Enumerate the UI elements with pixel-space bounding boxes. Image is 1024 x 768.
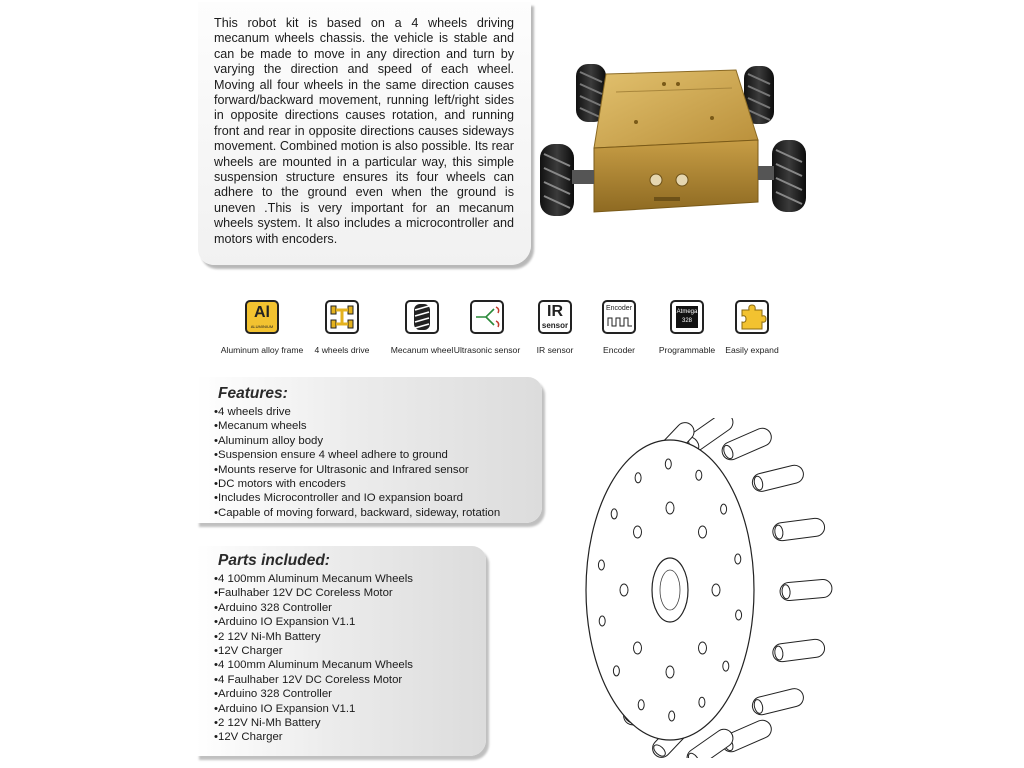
- icon-label-4wd: 4 wheels drive: [314, 345, 370, 355]
- icon-label-encoder: Encoder: [602, 345, 635, 355]
- ir-sensor-icon: [538, 300, 572, 334]
- wheel-roller: [772, 638, 826, 662]
- rim-bolt: [696, 470, 702, 480]
- part-item: •12V Charger: [214, 645, 283, 658]
- icon-label-aluminum: Aluminum alloy frame: [220, 345, 304, 355]
- part-item: •Arduino IO Expansion V1.1: [214, 616, 356, 629]
- mecanum-wheel-icon: [405, 300, 439, 334]
- rim-bolt: [669, 711, 675, 721]
- parts-title: Parts included:: [218, 552, 330, 569]
- wheel-roller: [751, 463, 806, 493]
- icon-label-mecanum: Mecanum wheel: [390, 345, 454, 355]
- part-item: •2 12V Ni-Mh Battery: [214, 717, 321, 730]
- rim-bolt: [611, 509, 617, 519]
- encoder-icon: [602, 300, 636, 334]
- parts-card: [196, 546, 486, 756]
- aluminum-icon: [245, 300, 279, 334]
- hub-hole: [699, 526, 707, 538]
- rim-bolt: [638, 700, 644, 710]
- icon-label-programmable: Programmable: [658, 345, 716, 355]
- puzzle-piece-icon: [735, 300, 769, 334]
- part-item: •Arduino 328 Controller: [214, 688, 332, 701]
- hub-hole: [712, 584, 720, 596]
- chip-subtext: 328: [681, 318, 692, 324]
- intro-paragraph: This robot kit is based on a 4 wheels driving mecanum wheels chassis. the vehicle is stable and can be made to move in any direction and turn by varying the direction and speed of each wheel. Moving all four wheels in the same direction causes forward/backward movement, running left/right sides in opposite directions causes rotation, and running front and rear in opposite directions causes sideways movement. Combined motion is also possible. Its rear wheels are mounted in a particular way, this simple suspension structure ensures its four wheels can adhere to the ground even when the ground is uneven .This is very important for an mecanum wheels system. It also includes a microcontroller and motors with encoders.: [214, 16, 514, 246]
- encoder-glyph: Encoder: [605, 305, 633, 312]
- icon-label-ultrasonic: Ultrasonic sensor: [453, 345, 521, 355]
- parts-list: [214, 572, 413, 745]
- part-item: •4 Faulhaber 12V DC Coreless Motor: [214, 673, 403, 686]
- feature-item: •4 wheels drive: [214, 406, 291, 418]
- hub-hole: [620, 584, 628, 596]
- rim-bolt: [723, 661, 729, 671]
- ir-glyph: IR: [547, 303, 563, 320]
- chip-glyph: Atmega: [676, 309, 698, 315]
- features-card: [196, 377, 542, 523]
- feature-item: •Suspension ensure 4 wheel adhere to ground: [214, 449, 448, 462]
- rim-bolt: [699, 697, 705, 707]
- features-title: Features:: [218, 385, 288, 402]
- part-item: •4 100mm Aluminum Mecanum Wheels: [214, 659, 413, 672]
- part-item: •Arduino 328 Controller: [214, 601, 332, 614]
- part-item: •12V Charger: [214, 731, 283, 744]
- ultrasonic-sensor-icon: [470, 300, 504, 334]
- part-item: •Faulhaber 12V DC Coreless Motor: [214, 587, 393, 600]
- aluminum-glyph: Al: [254, 304, 270, 321]
- intro-card: [198, 2, 531, 265]
- hub-hole: [634, 642, 642, 654]
- front-right-wheel: [758, 140, 806, 212]
- rim-bolt: [613, 666, 619, 676]
- part-item: •4 100mm Aluminum Mecanum Wheels: [214, 573, 413, 585]
- icon-label-expand: Easily expand: [725, 345, 779, 355]
- four-wheel-drive-icon: [325, 300, 359, 334]
- rim-bolt: [599, 616, 605, 626]
- feature-item: •Mecanum wheels: [214, 420, 307, 433]
- feature-item: •DC motors with encoders: [214, 478, 346, 491]
- feature-item: •Aluminum alloy body: [214, 434, 324, 447]
- rim-bolt: [598, 560, 604, 570]
- features-list: [214, 405, 500, 520]
- rim-bolt: [735, 554, 741, 564]
- ir-subtext: sensor: [541, 321, 569, 330]
- rim-bolt: [736, 610, 742, 620]
- feature-item: •Capable of moving forward, backward, sideway, rotation: [214, 506, 501, 519]
- part-item: •Arduino IO Expansion V1.1: [214, 702, 356, 715]
- mecanum-wheel-drawing: [570, 418, 840, 758]
- hub-hole: [666, 502, 674, 514]
- feature-item: •Includes Microcontroller and IO expansion board: [214, 492, 464, 505]
- hub-hole: [666, 666, 674, 678]
- front-left-wheel: [540, 144, 594, 216]
- rim-bolt: [721, 504, 727, 514]
- wheel-roller: [751, 687, 806, 717]
- wheel-roller: [772, 517, 826, 541]
- wheel-roller: [779, 579, 832, 601]
- feature-item: •Mounts reserve for Ultrasonic and Infrared sensor: [214, 463, 469, 476]
- part-item: •2 12V Ni-Mh Battery: [214, 630, 321, 643]
- programmable-chip-icon: [670, 300, 704, 334]
- hub-hole: [699, 642, 707, 654]
- icon-label-ir: IR sensor: [536, 345, 574, 355]
- rim-bolt: [635, 473, 641, 483]
- aluminum-subtext: ALUMINIUM: [250, 324, 274, 329]
- rim-bolt: [665, 459, 671, 469]
- hub-hole: [634, 526, 642, 538]
- robot-chassis-image: [536, 52, 816, 230]
